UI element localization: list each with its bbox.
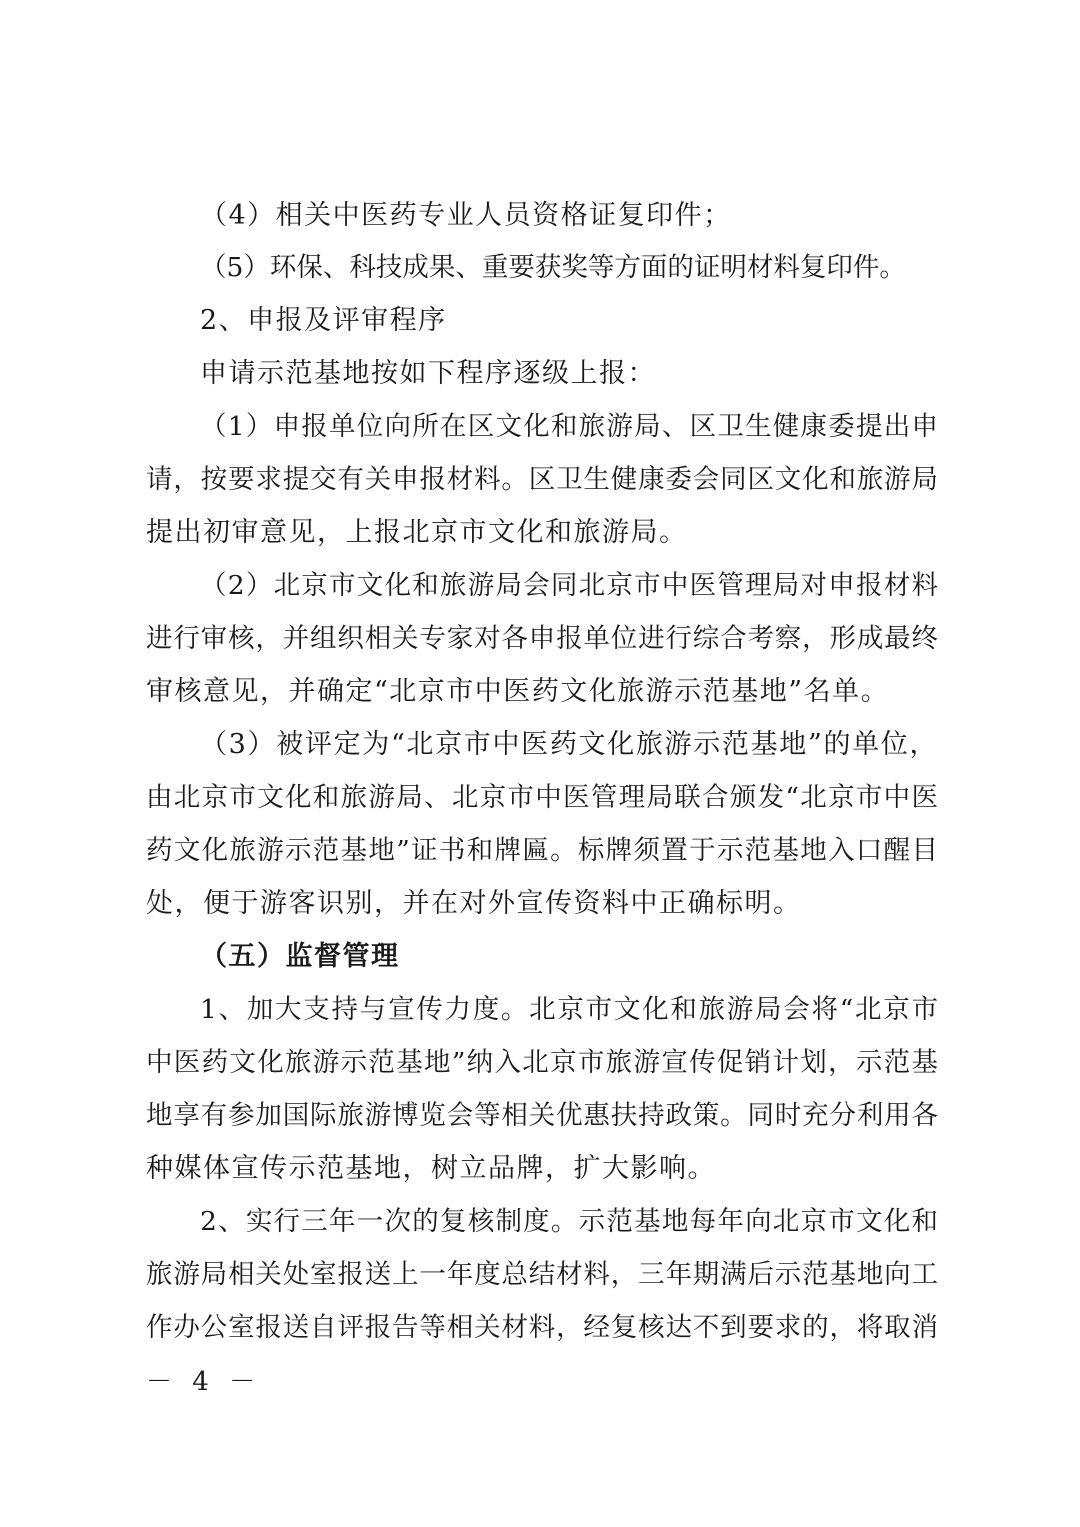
text-line-4: 申请示范基地按如下程序逐级上报：	[200, 358, 656, 389]
text-line-5: （1）申报单位向所在区文化和旅游局、区卫生健康委提出申	[200, 411, 938, 442]
text-line-17: 中医药文化旅游示范基地”纳入北京市旅游宣传促销计划，示范基	[146, 1047, 938, 1078]
text-line-6: 请，按要求提交有关申报材料。区卫生健康委会同区文化和旅游局	[146, 464, 938, 495]
text-line-18: 地享有参加国际旅游博览会等相关优惠扶持政策。同时充分利用各	[146, 1100, 938, 1131]
text-line-10: 审核意见，并确定“北京市中医药文化旅游示范基地”名单。	[146, 676, 890, 707]
section-heading-5: （五）监督管理	[200, 941, 400, 972]
text-line-11: （3）被评定为“北京市中医药文化旅游示范基地”的单位，	[200, 729, 938, 760]
text-line-8: （2）北京市文化和旅游局会同北京市中医管理局对申报材料	[200, 570, 938, 601]
text-line-21: 旅游局相关处室报送上一年度总结材料，三年期满后示范基地向工	[146, 1259, 938, 1290]
text-line-16: 1、加大支持与宣传力度。北京市文化和旅游局会将“北京市	[200, 994, 938, 1025]
text-line-19: 种媒体宣传示范基地，树立品牌，扩大影响。	[146, 1153, 716, 1184]
text-line-14: 处，便于游客识别，并在对外宣传资料中正确标明。	[146, 888, 802, 919]
text-line-12: 由北京市文化和旅游局、北京市中医管理局联合颁发“北京市中医	[146, 782, 938, 813]
text-line-22: 作办公室报送自评报告等相关材料，经复核达不到要求的，将取消	[146, 1312, 938, 1343]
text-line-9: 进行审核，并组织相关专家对各申报单位进行综合考察，形成最终	[146, 623, 938, 654]
text-line-13: 药文化旅游示范基地”证书和牌匾。标牌须置于示范基地入口醒目	[146, 835, 938, 866]
text-line-20: 2、实行三年一次的复核制度。示范基地每年向北京市文化和	[200, 1206, 938, 1237]
page-number: － 4 －	[146, 1367, 262, 1397]
section-heading-2: 2、申报及评审程序	[200, 305, 447, 336]
text-line-7: 提出初审意见，上报北京市文化和旅游局。	[146, 517, 688, 548]
text-line-1: （4）相关中医药专业人员资格证复印件；	[200, 200, 732, 231]
text-line-2: （5）环保、科技成果、重要获奖等方面的证明材料复印件。	[200, 252, 906, 283]
